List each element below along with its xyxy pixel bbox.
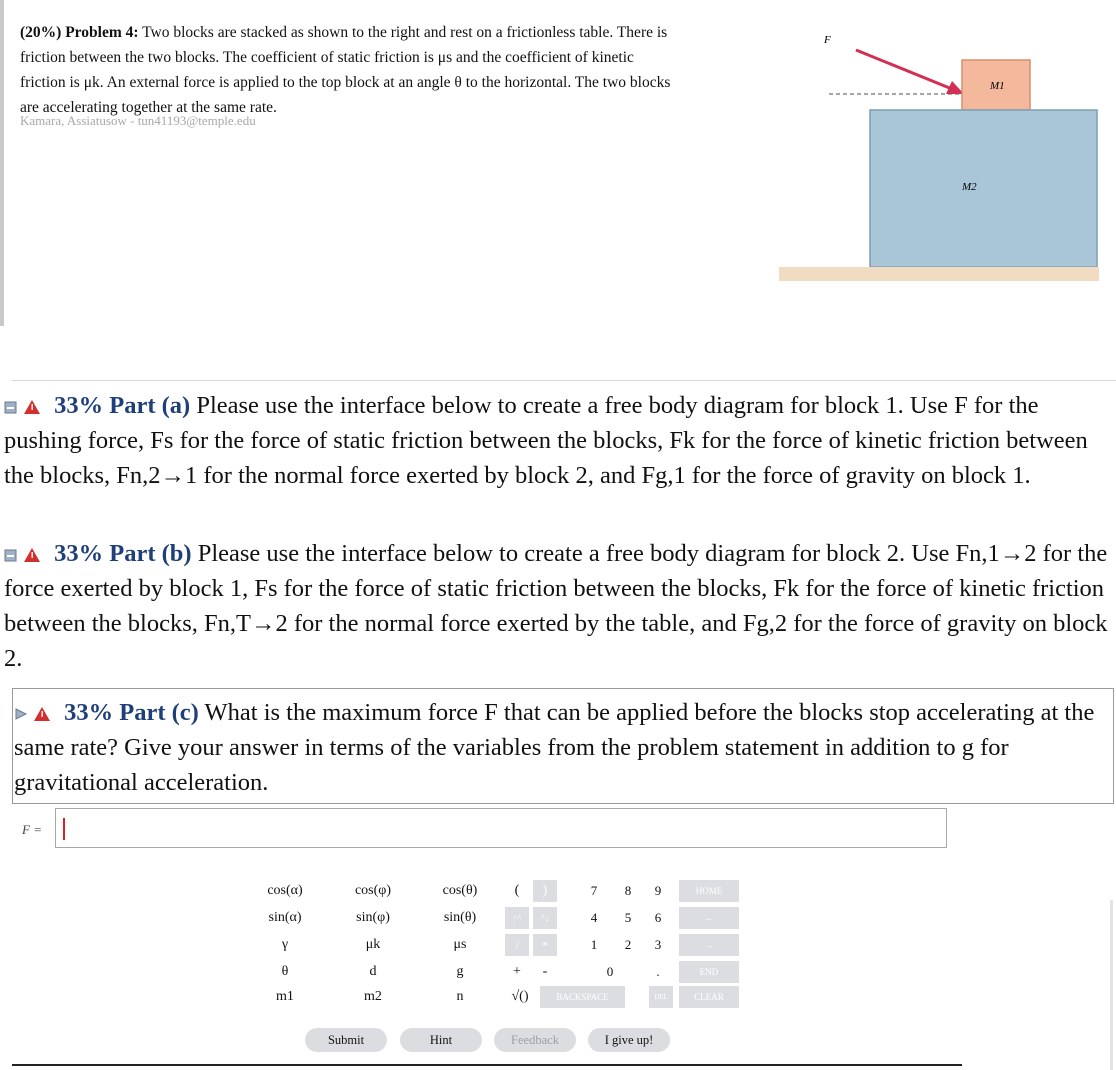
collapse-warning-icon (4, 397, 48, 417)
key-m2[interactable]: m2 (333, 986, 413, 1008)
key-m1[interactable]: m1 (245, 986, 325, 1008)
key-clear[interactable]: CLEAR (679, 986, 739, 1008)
problem-line-4: are accelerating together at the same rate. (20, 99, 277, 116)
page-edge (1110, 900, 1113, 1070)
key-0[interactable]: 0 (593, 961, 627, 983)
part-c-percent: 33% Part (c) (64, 699, 199, 726)
key-cos-alpha[interactable]: cos(α) (245, 880, 325, 902)
key-mu-k[interactable]: μk (333, 934, 413, 956)
top-block-label: M1 (990, 80, 1005, 92)
answer-label: F = (22, 822, 42, 837)
key-sin-theta[interactable]: sin(θ) (420, 907, 500, 929)
key-4[interactable]: 4 (583, 907, 605, 929)
problem-line-2: friction between the two blocks. The coefficient of static friction is μs and the coefficient of kinetic (20, 49, 634, 66)
key-1[interactable]: 1 (583, 934, 605, 956)
problem-panel (0, 0, 1116, 326)
equation-keypad (245, 880, 745, 1010)
key-open-paren[interactable]: ( (505, 880, 529, 902)
key-multiply[interactable]: * (533, 934, 557, 956)
problem-line-3: friction is μk. An external force is applied to the top block at an angle θ to the horizontal. The two blocks (20, 74, 671, 91)
problem-line-1: Two blocks are stacked as shown to the right and rest on a frictionless table. There is (142, 24, 668, 41)
key-divide[interactable]: / (505, 934, 529, 956)
part-c[interactable] (14, 695, 1104, 800)
part-a-text: Please use the interface below to create a free body diagram for block 1. Use F for the pushing force, Fs for the force of static friction between the blocks, Fk for the force of kinetic friction between the blocks, Fn,2→1 for the normal force exerted by block 2, and Fg,1 for the force of gravity on block 1. (4, 392, 1088, 489)
bottom-block-m2 (870, 110, 1097, 267)
key-3[interactable]: 3 (647, 934, 669, 956)
bottom-block-label: M2 (962, 181, 977, 193)
key-left-arrow[interactable]: ← (679, 907, 739, 929)
table-surface (779, 267, 1099, 281)
text-cursor (63, 818, 65, 840)
key-home[interactable]: HOME (679, 880, 739, 902)
submit-button[interactable]: Submit (305, 1028, 387, 1052)
feedback-button[interactable]: Feedback (494, 1028, 576, 1052)
key-superscript[interactable]: ↑^ (505, 907, 529, 929)
problem-statement (20, 20, 760, 120)
key-sqrt[interactable]: √() (505, 986, 535, 1008)
section-divider (12, 1064, 962, 1066)
force-arrow-shaft (856, 50, 952, 89)
key-minus[interactable]: - (533, 961, 557, 983)
key-d[interactable]: d (333, 961, 413, 983)
key-sin-alpha[interactable]: sin(α) (245, 907, 325, 929)
author-credit: Kamara, Assiatusow - tun41193@temple.edu (20, 113, 256, 128)
part-a[interactable] (4, 388, 1116, 493)
key-9[interactable]: 9 (647, 880, 669, 902)
key-gamma[interactable]: γ (245, 934, 325, 956)
key-subscript[interactable]: ^↓ (533, 907, 557, 929)
part-b[interactable] (4, 536, 1116, 676)
answer-input[interactable] (55, 808, 947, 848)
expand-warning-icon (14, 704, 58, 724)
key-end[interactable]: END (679, 961, 739, 983)
key-decimal[interactable]: . (647, 961, 669, 983)
key-6[interactable]: 6 (647, 907, 669, 929)
key-8[interactable]: 8 (617, 880, 639, 902)
key-backspace[interactable]: BACKSPACE (540, 986, 625, 1008)
key-n[interactable]: n (420, 986, 500, 1008)
key-g[interactable]: g (420, 961, 500, 983)
problem-heading: (20%) Problem 4: (20, 24, 139, 41)
key-cos-theta[interactable]: cos(θ) (420, 880, 500, 902)
stacked-blocks-figure (774, 25, 1104, 287)
part-b-text: Please use the interface below to create a free body diagram for block 2. Use Fn,1→2 for the force exerted by block 1, Fs for the force of static friction between the blocks, Fk for the force of kinetic friction between the blocks, Fn,T→2 for the normal force exerted by the table, and Fg,2 for the force of gravity on block 2. (4, 540, 1108, 672)
give-up-button[interactable]: I give up! (588, 1028, 670, 1052)
key-theta[interactable]: θ (245, 961, 325, 983)
hint-button[interactable]: Hint (400, 1028, 482, 1052)
key-sin-phi[interactable]: sin(φ) (333, 907, 413, 929)
part-a-percent: 33% Part (a) (54, 392, 191, 419)
part-b-percent: 33% Part (b) (54, 540, 192, 567)
key-cos-phi[interactable]: cos(φ) (333, 880, 413, 902)
key-plus[interactable]: + (505, 961, 529, 983)
key-del[interactable]: DEL (649, 986, 673, 1008)
key-5[interactable]: 5 (617, 907, 639, 929)
force-label: F (824, 34, 831, 46)
key-2[interactable]: 2 (617, 934, 639, 956)
part-c-text: What is the maximum force F that can be applied before the blocks stop accelerating at the same rate? Give your answer in terms of the variables from the problem statement in addition to g for gravitational acceleration. (14, 699, 1095, 796)
collapse-warning-icon (4, 545, 48, 565)
key-right-arrow[interactable]: → (679, 934, 739, 956)
key-mu-s[interactable]: μs (420, 934, 500, 956)
key-7[interactable]: 7 (583, 880, 605, 902)
key-close-paren[interactable]: ) (533, 880, 557, 902)
